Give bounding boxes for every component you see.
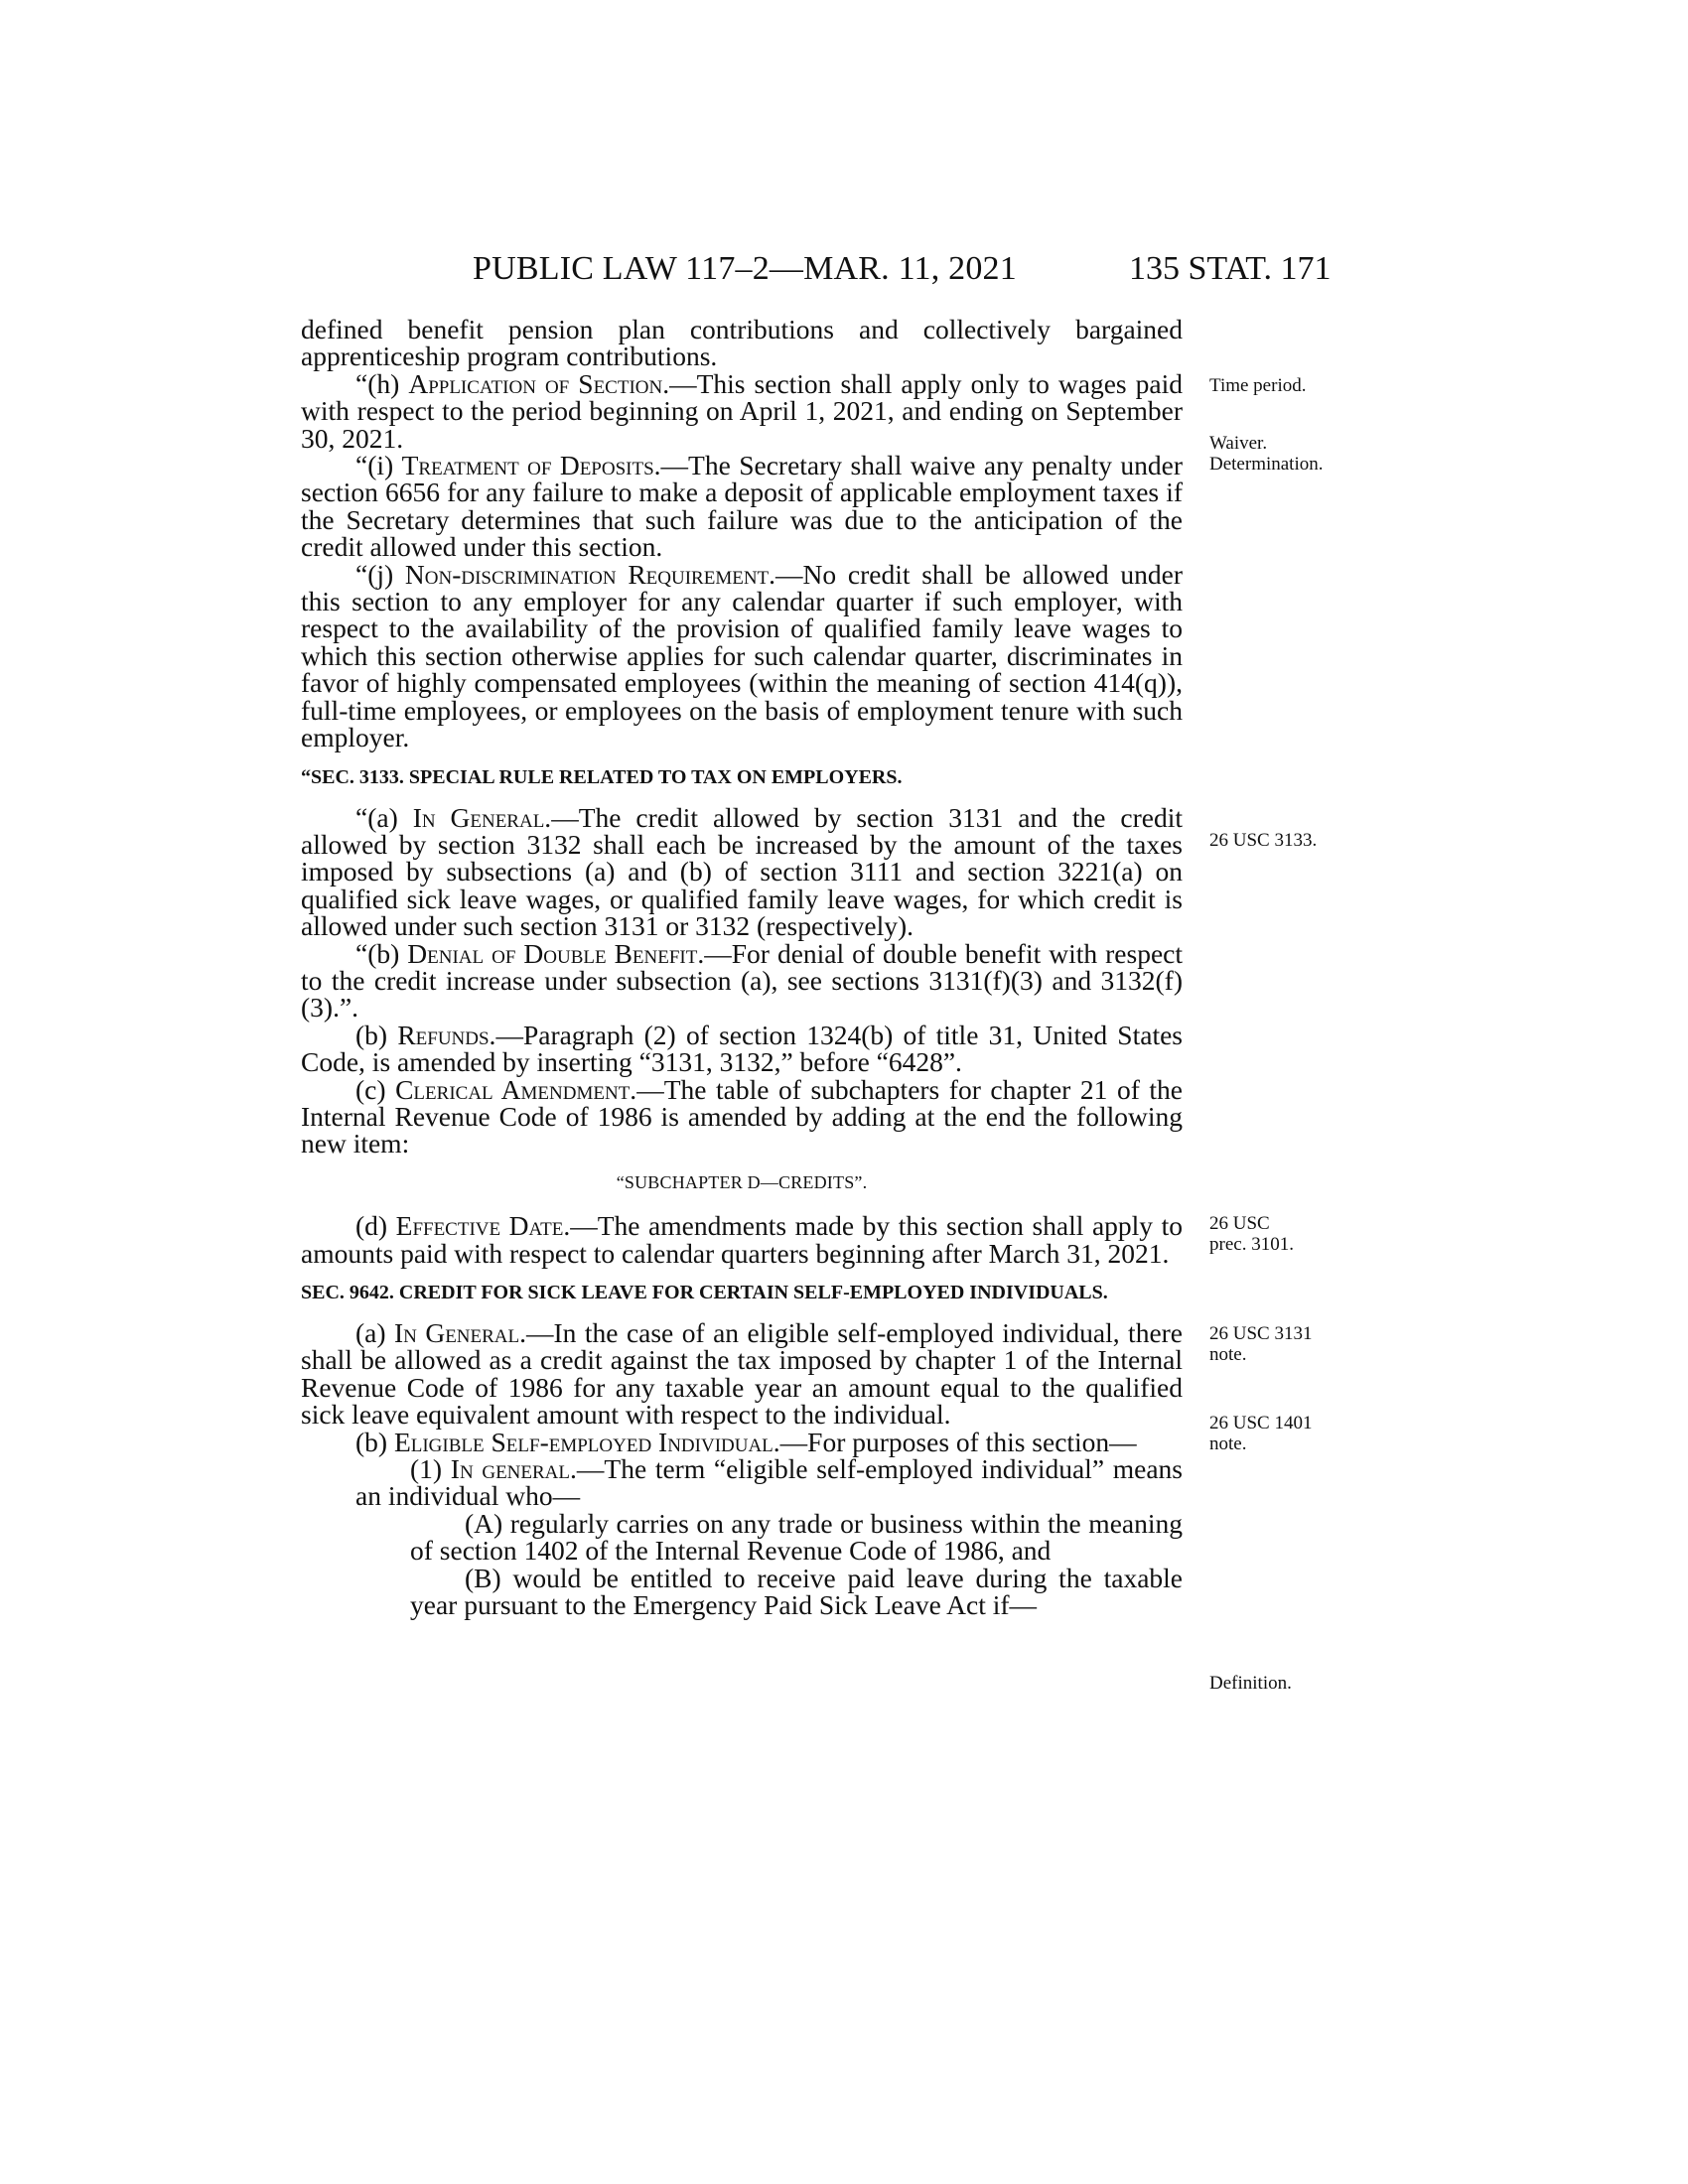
subsection-d-effective: (d) Effective Date.—The amendments made by this section shall apply to amounts paid with respect to calendar quarters beginning after March 31, 2021. [301, 1210, 1183, 1269]
paragraph-continued: defined benefit pension plan contributions and collectively bargained apprenticeship program contributions. [301, 314, 1183, 372]
running-header-title: PUBLIC LAW 117–2—MAR. 11, 2021 [473, 250, 1017, 287]
subsection-b-refunds: (b) Refunds.—Paragraph (2) of section 1324(b) of title 31, United States Code, is amended by inserting “3131, 3132,” before “6428”. [301, 1019, 1183, 1078]
margin-note-definition: Definition. [1209, 1673, 1292, 1694]
margin-note-usc-prec-line1: 26 USC [1209, 1213, 1270, 1234]
margin-note-usc-1401-line2: note. [1209, 1433, 1247, 1454]
margin-note-time-period: Time period. [1209, 375, 1307, 396]
subparagraph-b: (B) would be entitled to receive paid leave during the taxable year pursuant to the Emergency Paid Sick Leave Act if— [410, 1562, 1183, 1621]
subsection-c-clerical: (c) Clerical Amendment.—The table of subchapters for chapter 21 of the Internal Revenue Code of 1986 is amended by adding at the end the following new item: [301, 1073, 1183, 1160]
paragraph-1: (1) In general.—The term “eligible self-employed individual” means an individual who— [355, 1453, 1183, 1512]
margin-note-usc-3131-line2: note. [1209, 1344, 1247, 1365]
section-3133-heading: “SEC. 3133. SPECIAL RULE RELATED TO TAX ON EMPLOYERS. [301, 765, 903, 788]
document-body [301, 314, 1184, 1621]
margin-note-usc-1401-line1: 26 USC 1401 [1209, 1413, 1313, 1433]
subparagraph-a: (A) regularly carries on any trade or business within the meaning of section 1402 of the Internal Revenue Code of 1986, and [410, 1507, 1183, 1567]
section-9642-heading: SEC. 9642. CREDIT FOR SICK LEAVE FOR CERTAIN SELF-EMPLOYED INDIVIDUALS. [301, 1282, 1108, 1303]
subsection-h: “(h) Application of Section.—This section shall apply only to wages paid with respect to the period beginning on April 1, 2021, and ending on September 30, 2021. [301, 367, 1184, 454]
subsection-b-9642: (b) Eligible Self-employed Individual.—For purposes of this section— [355, 1426, 1137, 1457]
margin-note-waiver: Waiver. [1209, 433, 1268, 454]
subsection-a-9642: (a) In General.—In the case of an eligible self-employed individual, there shall be allowed as a credit against the tax imposed by chapter 1 of the Internal Revenue Code of 1986 for any taxable year an amount equal to the qualified sick leave equivalent amount with respect to the individual. [301, 1317, 1184, 1431]
page-number: 135 STAT. 171 [1129, 250, 1332, 287]
subsection-j: “(j) Non-discrimination Requirement.—No credit shall be allowed under this section to any employer for any calendar quarter if such employer, with respect to the availability of the provision of qualified family leave wages to which this section otherwise applies for such calendar quarter, discriminates in favor of highly compensated employees (within the meaning of section 414(q)), full-time employees, or employees on the basis of employment tenure with such employer. [301, 558, 1183, 753]
margin-note-usc-3133: 26 USC 3133. [1209, 830, 1318, 851]
subsection-a-3133: “(a) In General.—The credit allowed by section 3131 and the credit allowed by section 3132 shall each be increased by the amount of the taxes imposed by subsections (a) and (b) of section 3111 and section 3221(a) on qualified sick leave wages, or qualified family leave wages, for which credit is allowed under such section 3131 or 3132 (respectively). [301, 801, 1184, 942]
subsection-i: “(i) Treatment of Deposits.—The Secretary shall waive any penalty under section 6656 for any failure to make a deposit of applicable employment taxes if the Secretary determines that such failure was due to the anticipation of the credit allowed under this section. [301, 450, 1183, 563]
margin-note-determination: Determination. [1209, 454, 1324, 475]
margin-note-usc-prec-line2: prec. 3101. [1209, 1234, 1294, 1255]
subsection-b-3133: “(b) Denial of Double Benefit.—For denial of double benefit with respect to the credit increase under subsection (a), see sections 3131(f)(3) and 3132(f)(3).”. [301, 937, 1183, 1024]
subchapter-item: “SUBCHAPTER D—CREDITS”. [616, 1171, 868, 1192]
margin-note-usc-3131-line1: 26 USC 3131 [1209, 1323, 1313, 1344]
